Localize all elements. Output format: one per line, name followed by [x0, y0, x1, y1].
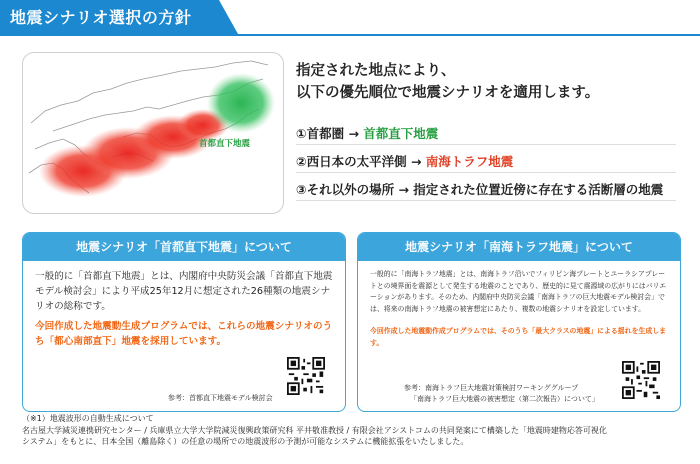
footnote-line2: 名古屋大学減災連携研究センター / 兵庫県立大学大学院減災復興政策研究科 平井敬准教授 / 有限会社アシストコムの共同発案にて構築した「地震時建物応答可視化 — [22, 425, 607, 435]
priority-1 — [296, 124, 438, 142]
panel-nankai-p1: 一般的に「南海トラフ地震」とは、南海トラフ沿いでフィリピン海プレートとユーラシアプレートとの境界面を震源として発生する地震のことであり、歴史的に見て震源域の広がりにはバリエーションがあります。そのため、内閣府中央防災会議「南海トラフの巨大地震モデル検討会」では、将来の南海トラフ地震の被害想定にあたり、複数の地震シナリオを設定しています。 — [370, 270, 667, 313]
panel-shuto-ref: 参考：首都直下地震モデル検討会 — [168, 394, 273, 402]
map-label-green: 首都直下地震 — [199, 139, 251, 149]
divider — [296, 172, 676, 173]
panel-nankai — [357, 232, 681, 412]
footnote-line3: システム」をもとに、日本全国（離島除く）の任意の場所での地震波形の予測が可能なシステムに機能拡張をいたしました。 — [22, 437, 469, 446]
priority-2-highlight: 南海トラフ地震 — [425, 154, 514, 169]
panel-shuto-title: 地震シナリオ「首都直下地震」について — [23, 233, 345, 261]
priority-3-num: ③ — [296, 182, 307, 197]
panel-nankai-title: 地震シナリオ「南海トラフ地震」について — [358, 233, 680, 261]
intro-text — [296, 60, 676, 104]
priority-2 — [296, 152, 513, 170]
panel-shuto-p2: 今回作成した地震動生成プログラムでは、これらの地震シナリオのうち「都心南部直下」地震を採用しています。 — [35, 321, 333, 347]
panel-nankai-ref1: 参考：南海トラフ巨大地震対策検討ワーキンググループ — [404, 384, 579, 392]
intro-line1: 指定された地点により、 — [296, 63, 456, 79]
page-title: 地震シナリオ選択の方針 — [10, 8, 192, 27]
shuto-zone — [207, 73, 275, 133]
priority-1-prefix: 首都圏 → — [306, 126, 364, 141]
divider — [296, 144, 676, 145]
intro-line2: 以下の優先順位で地震シナリオを適用します。 — [296, 85, 600, 101]
japan-map — [22, 52, 284, 214]
priority-3-prefix: それ以外の場所 → 指定された位置近傍に存在する活断層の地震 — [306, 182, 664, 197]
panel-shuto-p1: 一般的に「首都直下地震」とは、内閣府中央防災会議「首都直下地震モデル検討会」により平成25年12月に想定された26種類の地震シナリオの総称です。 — [35, 271, 333, 312]
map-graphic — [23, 53, 283, 213]
priority-3 — [296, 180, 663, 198]
priority-1-highlight: 首都直下地震 — [363, 126, 439, 141]
priority-2-prefix: 西日本の太平洋側 → — [306, 154, 426, 169]
footnote-line1: （※1）地震波形の自動生成について — [22, 414, 154, 423]
panel-shuto — [22, 232, 346, 412]
qr-code-icon[interactable] — [622, 361, 660, 399]
map-label-red: 南海トラフ地震 — [155, 175, 215, 185]
qr-code-icon[interactable] — [287, 357, 325, 395]
priority-1-num: ① — [296, 126, 307, 141]
footnote — [22, 413, 692, 448]
priority-2-num: ② — [296, 154, 307, 169]
panel-nankai-p2: 今回作成した地震動作成プログラムでは、そのうち「最大クラスの地震」による揺れを生成します。 — [370, 327, 667, 347]
panel-nankai-ref2: 「南海トラフ巨大地震の被害想定（第二次報告）について」 — [410, 395, 599, 403]
header-rule — [0, 34, 700, 36]
divider — [296, 200, 676, 201]
